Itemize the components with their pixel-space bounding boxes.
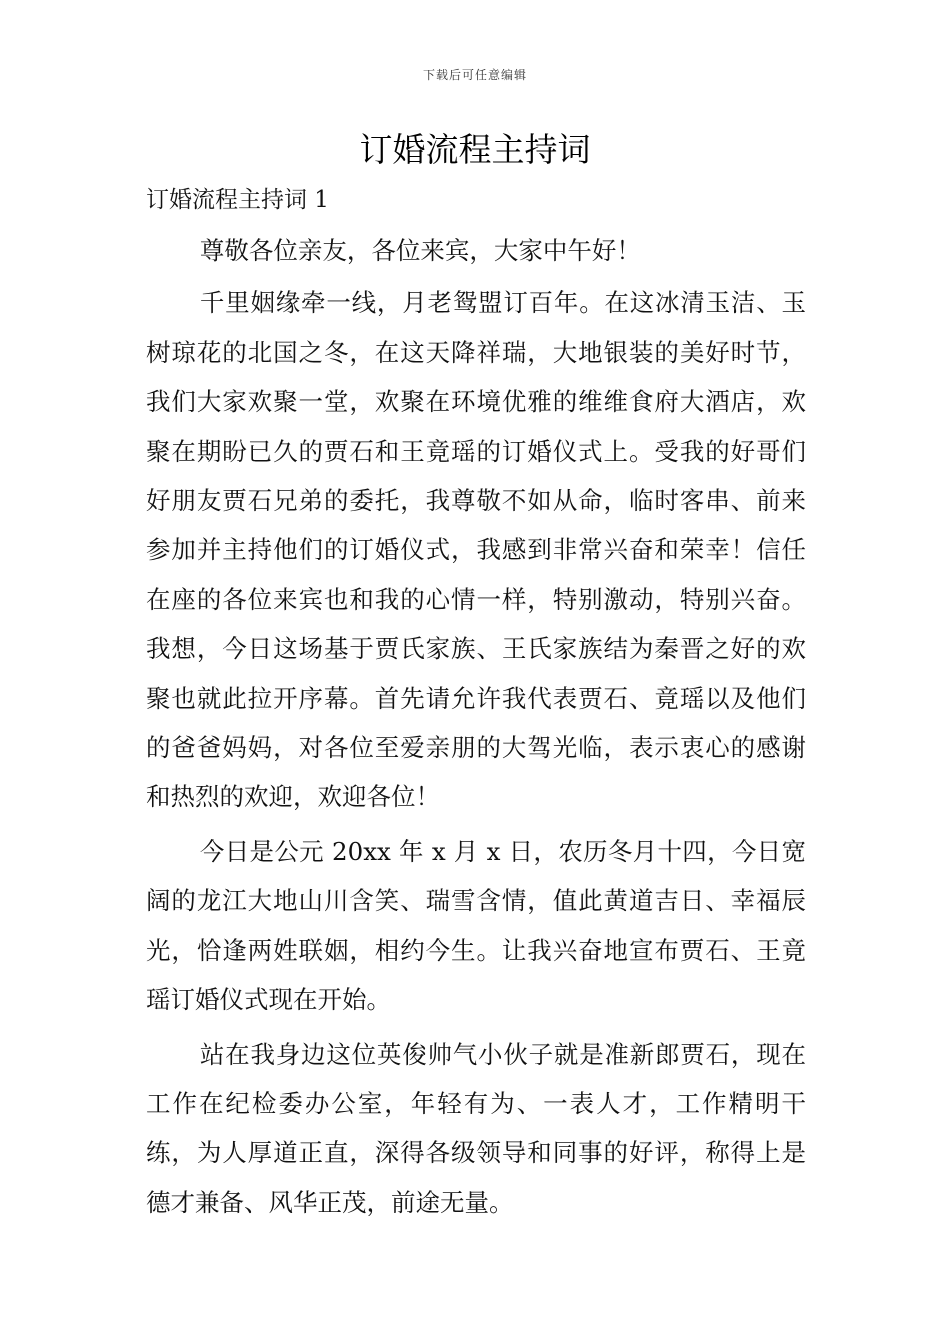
document-title: 订婚流程主持词 (359, 130, 591, 169)
paragraph-opening: 千里姻缘牵一线，月老鸳盟订百年。在这冰清玉洁、玉树琼花的北国之冬，在这天降祥瑞，大地银装的美好时节，我们大家欢聚一堂，欢聚在环境优雅的维维食府大酒店，欢聚在期盼已久的贾石和王竟瑶的订婚仪式上。受我的好哥们好朋友贾石兄弟的委托，我尊敬不如从命，临时客串、前来参加并主持他们的订婚仪式，我感到非常兴奋和荣幸！信任在座的各位来宾也和我的心情一样，特别激动，特别兴奋。我想，今日这场基于贾氏家族、王氏家族结为秦晋之好的欢聚也就此拉开序幕。首先请允许我代表贾石、竟瑶以及他们的爸爸妈妈，对各位至爱亲朋的大驾光临，表示衷心的感谢和热烈的欢迎，欢迎各位！ (146, 288, 806, 812)
section-heading: 订婚流程主持词 1 (146, 187, 329, 213)
document-body (146, 226, 806, 1232)
paragraph-groom-intro: 站在我身边这位英俊帅气小伙子就是准新郎贾石，现在工作在纪检委办公室，年轻有为、一表人才，工作精明干练，为人厚道正直，深得各级领导和同事的好评，称得上是德才兼备、风华正茂，前途无量。 (146, 1039, 806, 1217)
page-header-note: 下载后可任意编辑 (422, 68, 527, 82)
paragraph-announcement: 今日是公元 20xx 年 x 月 x 日，农历冬月十四，今日宽阔的龙江大地山川含笑、瑞雪含情，值此黄道吉日、幸福辰光，恰逢两姓联姻，相约今生。让我兴奋地宣布贾石、王竟瑶订婚仪式现在开始。 (146, 836, 806, 1015)
paragraph-greeting: 尊敬各位亲友，各位来宾，大家中午好！ (199, 236, 641, 265)
